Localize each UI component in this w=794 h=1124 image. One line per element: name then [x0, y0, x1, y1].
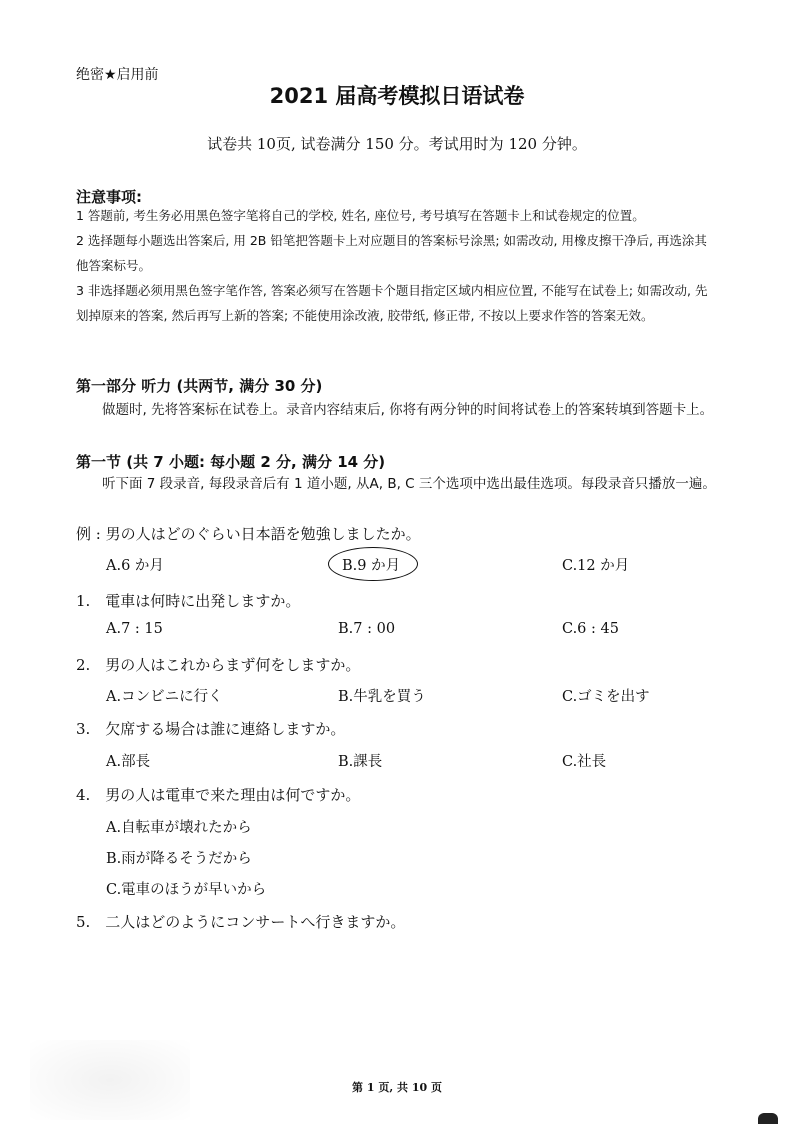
- example-option-c: C.12 か月: [562, 558, 630, 574]
- scan-corner-mark: [758, 1113, 778, 1124]
- part1-instruction: 做题时, 先将答案标在试卷上。录音内容结束后, 你将有两分钟的时间将试卷上的答案转填到答题卡上。: [102, 402, 714, 418]
- section1-instruction: 听下面 7 段录音, 每段录音后有 1 道小题, 从A, B, C 三个选项中选出最佳选项。每段录音只播放一遍。: [102, 476, 716, 492]
- q4-option-a: A.自転車が壊れたから: [106, 820, 252, 836]
- q3-option-c: C.社長: [562, 754, 607, 770]
- exam-subtitle: 试卷共 10页, 试卷满分 150 分。考试用时为 120 分钟。: [207, 135, 587, 153]
- example-question: 例 : 男の人はどのぐらい日本語を勉強しましたか。: [76, 525, 421, 543]
- q4-option-b: B.雨が降るそうだから: [106, 851, 252, 867]
- question-1: 1. 電車は何時に出発しますか。: [76, 592, 301, 610]
- section1-heading: 第一节 (共 7 小题: 每小题 2 分, 满分 14 分): [76, 453, 386, 471]
- notice-item-1: 1 答题前, 考生务必用黑色签字笔将自己的学校, 姓名, 座位号, 考号填写在答题卡上和试卷规定的位置。: [76, 208, 645, 223]
- question-3: 3. 欠席する場合は誰に連絡しますか。: [76, 720, 346, 738]
- q1-option-a: A.7 : 15: [106, 621, 163, 637]
- notice-item-3: 3 非选择题必须用黑色签字笔作答, 答案必须写在答题卡个题目指定区域内相应位置, 不能写在试卷上; 如需改动, 先划掉原来的答案, 然后再写上新的答案; 不能使用涂改液, 胶带纸, 修正带, 不按以上要求作答的答案无效。: [76, 283, 708, 323]
- part1-heading: 第一部分 听力 (共两节, 满分 30 分): [76, 377, 323, 395]
- q2-option-c: C.ゴミを出す: [562, 689, 650, 705]
- q4-option-c: C.電車のほうが早いから: [106, 882, 267, 898]
- notice-item-2: 2 选择题每小题选出答案后, 用 2B 铅笔把答题卡上对应题目的答案标号涂黑; 如需改动, 用橡皮擦干净后, 再选涂其他答案标号。: [76, 233, 707, 273]
- example-option-a: A.6 か月: [106, 558, 164, 574]
- exam-title: 2021 届高考模拟日语试卷: [269, 84, 525, 108]
- q3-option-b: B.課長: [338, 754, 383, 770]
- question-2: 2. 男の人はこれからまず何をしますか。: [76, 656, 361, 674]
- q2-option-a: A.コンビニに行く: [106, 689, 223, 705]
- q1-option-b: B.7 : 00: [338, 621, 396, 637]
- question-5: 5. 二人はどのようにコンサートへ行きますか。: [76, 913, 406, 931]
- q1-option-c: C.6 : 45: [562, 621, 619, 637]
- q2-option-b: B.牛乳を買う: [338, 689, 426, 705]
- notice-heading: 注意事项:: [76, 188, 142, 206]
- q3-option-a: A.部長: [106, 754, 151, 770]
- question-4: 4. 男の人は電車で来た理由は何ですか。: [76, 786, 361, 804]
- page-footer: 第 1 页, 共 10 页: [352, 1081, 442, 1094]
- example-option-b: B.9 か月: [342, 558, 401, 574]
- confidential-label: 绝密★启用前: [76, 67, 159, 83]
